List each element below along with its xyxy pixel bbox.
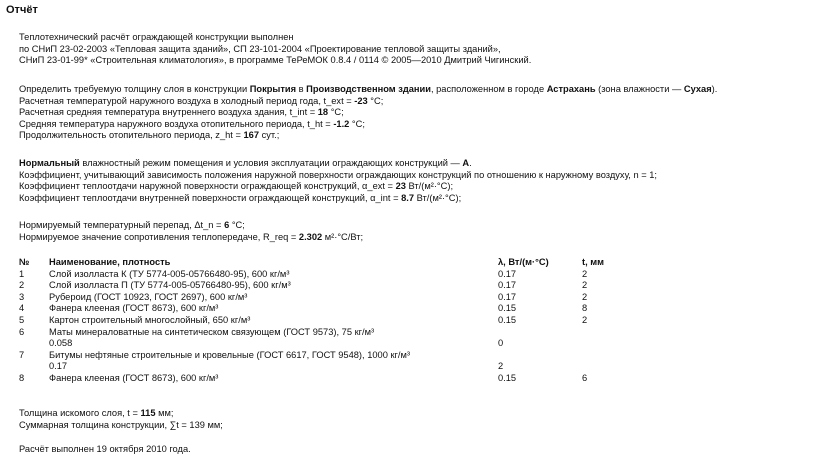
row-name: Фанера клееная (ГОСТ 8673), 600 кг/м³ <box>49 372 219 383</box>
humidity-mode: Нормальный влажностный режим помещения и условия эксплуатации ограждающих конструкций — А. <box>19 158 472 168</box>
row-name <box>49 350 498 373</box>
intro-line: по СНиП 23-02-2003 «Тепловая защита зданий», СП 23-101-2004 «Проектирование тепловой защиты зданий», <box>19 43 501 54</box>
table-row <box>19 303 642 315</box>
row-thickness: 2 <box>582 268 588 279</box>
table-row <box>19 292 642 304</box>
row-no: 2 <box>19 280 25 291</box>
row-name-subvalue: 0.058 <box>49 338 73 349</box>
results-paragraph <box>19 408 223 431</box>
task-statement: Определить требуемую толщину слоя в конструкции Покрытия в Производственном здании, расположенном в городе Астрахань (зона влажности — Сухая). <box>19 84 718 94</box>
table-row <box>19 269 642 281</box>
row-thickness: 6 <box>582 372 588 383</box>
row-no: 3 <box>19 291 25 302</box>
layers-table <box>19 257 642 385</box>
row-lambda: 0.15 <box>498 314 517 325</box>
row-lambda: 0.15 <box>498 372 517 383</box>
row-thickness: 2 <box>582 291 588 302</box>
row-no: 1 <box>19 268 25 279</box>
report-footer: Расчёт выполнен 19 октября 2010 года. <box>19 444 191 454</box>
header-no: № <box>19 257 30 267</box>
row-no: 6 <box>19 326 25 337</box>
row-no: 7 <box>19 349 25 360</box>
report-title: Отчёт <box>6 4 38 16</box>
table-row <box>19 315 642 327</box>
climate-heating-duration: Продолжительность отопительного периода, z_ht = 167 сут.; <box>19 130 280 141</box>
row-lambda: 2 <box>498 361 504 372</box>
coefficient-alpha-ext: Коэффициент теплоотдачи наружной поверхности ограждающей конструкций, α_ext = 23 Вт/(м²·°C); <box>19 181 454 192</box>
row-thickness: 8 <box>582 303 588 314</box>
table-row <box>19 350 642 373</box>
table-row <box>19 327 642 350</box>
row-lambda: 0.17 <box>498 280 517 291</box>
row-lambda: 0 <box>498 338 504 349</box>
row-thickness: 2 <box>582 314 588 325</box>
row-name-text: Битумы нефтяные строительные и кровельные (ГОСТ 6617, ГОСТ 9548), 1000 кг/м³ <box>49 349 410 360</box>
climate-ext-temp: Расчетная температурой наружного воздуха в холодный период года, t_ext = -23 °C; <box>19 95 384 106</box>
table-row <box>19 280 642 292</box>
result-total-thickness: Суммарная толщина конструкции, ∑t = 139 мм; <box>19 419 223 430</box>
climate-paragraph <box>19 84 717 142</box>
row-thickness <box>582 327 642 350</box>
conditions-paragraph <box>19 158 657 204</box>
row-no: 4 <box>19 303 25 314</box>
row-name: Рубероид (ГОСТ 10923, ГОСТ 2697), 600 кг/м³ <box>49 291 248 302</box>
intro-paragraph <box>19 32 531 67</box>
result-thickness: Толщина искомого слоя, t = 115 мм; <box>19 408 174 418</box>
row-name: Фанера клееная (ГОСТ 8673), 600 кг/м³ <box>49 303 219 314</box>
header-lambda: λ, Вт/(м·°C) <box>498 257 549 267</box>
row-thickness <box>582 350 642 373</box>
row-name <box>49 327 498 350</box>
row-lambda: 0.15 <box>498 303 517 314</box>
coefficient-alpha-int: Коэффициент теплоотдачи внутренней поверхности ограждающей конструкций, α_int = 8.7 Вт/(м²·°C); <box>19 192 462 203</box>
row-lambda: 0.17 <box>498 291 517 302</box>
row-lambda: 0.17 <box>498 268 517 279</box>
climate-heating-temp: Средняя температура наружного воздуха отопительного периода, t_ht = -1.2 °C; <box>19 118 365 129</box>
intro-line: Теплотехнический расчёт ограждающей конструкции выполнен <box>19 32 294 42</box>
row-name-subvalue: 0.17 <box>49 361 68 372</box>
row-thickness: 2 <box>582 280 588 291</box>
row-name: Слой изолласта П (ТУ 5774-005-05766480-95), 600 кг/м³ <box>49 280 291 291</box>
coefficient-n: Коэффициент, учитывающий зависимость положения наружной поверхности ограждающих конструкций по отношению к наружному воздуху, n = 1; <box>19 169 657 180</box>
table-header-row <box>19 257 642 269</box>
header-name: Наименование, плотность <box>49 257 171 267</box>
row-name: Картон строительный многослойный, 650 кг/м³ <box>49 314 251 325</box>
intro-line: СНиП 23-01-99* «Строительная климатология», в программе ТеРеМОК 0.8.4 / 0114 © 2005—2010 Дмитрий Чигинский. <box>19 55 532 66</box>
norm-r-req: Нормируемое значение сопротивления теплопередаче, R_req = 2.302 м²·°C/Вт; <box>19 231 364 242</box>
climate-int-temp: Расчетная средняя температура внутреннего воздуха здания, t_int = 18 °C; <box>19 107 344 118</box>
row-no: 8 <box>19 372 25 383</box>
norm-delta-t: Нормируемый температурный перепад, Δt_n = 6 °C; <box>19 220 245 230</box>
header-thickness: t, мм <box>582 257 605 267</box>
table-row <box>19 373 642 385</box>
row-name-text: Маты минераловатные на синтетическом связующем (ГОСТ 9573), 75 кг/м³ <box>49 326 375 337</box>
norms-paragraph <box>19 220 363 243</box>
row-no: 5 <box>19 314 25 325</box>
row-name: Слой изолласта К (ТУ 5774-005-05766480-95), 600 кг/м³ <box>49 268 290 279</box>
